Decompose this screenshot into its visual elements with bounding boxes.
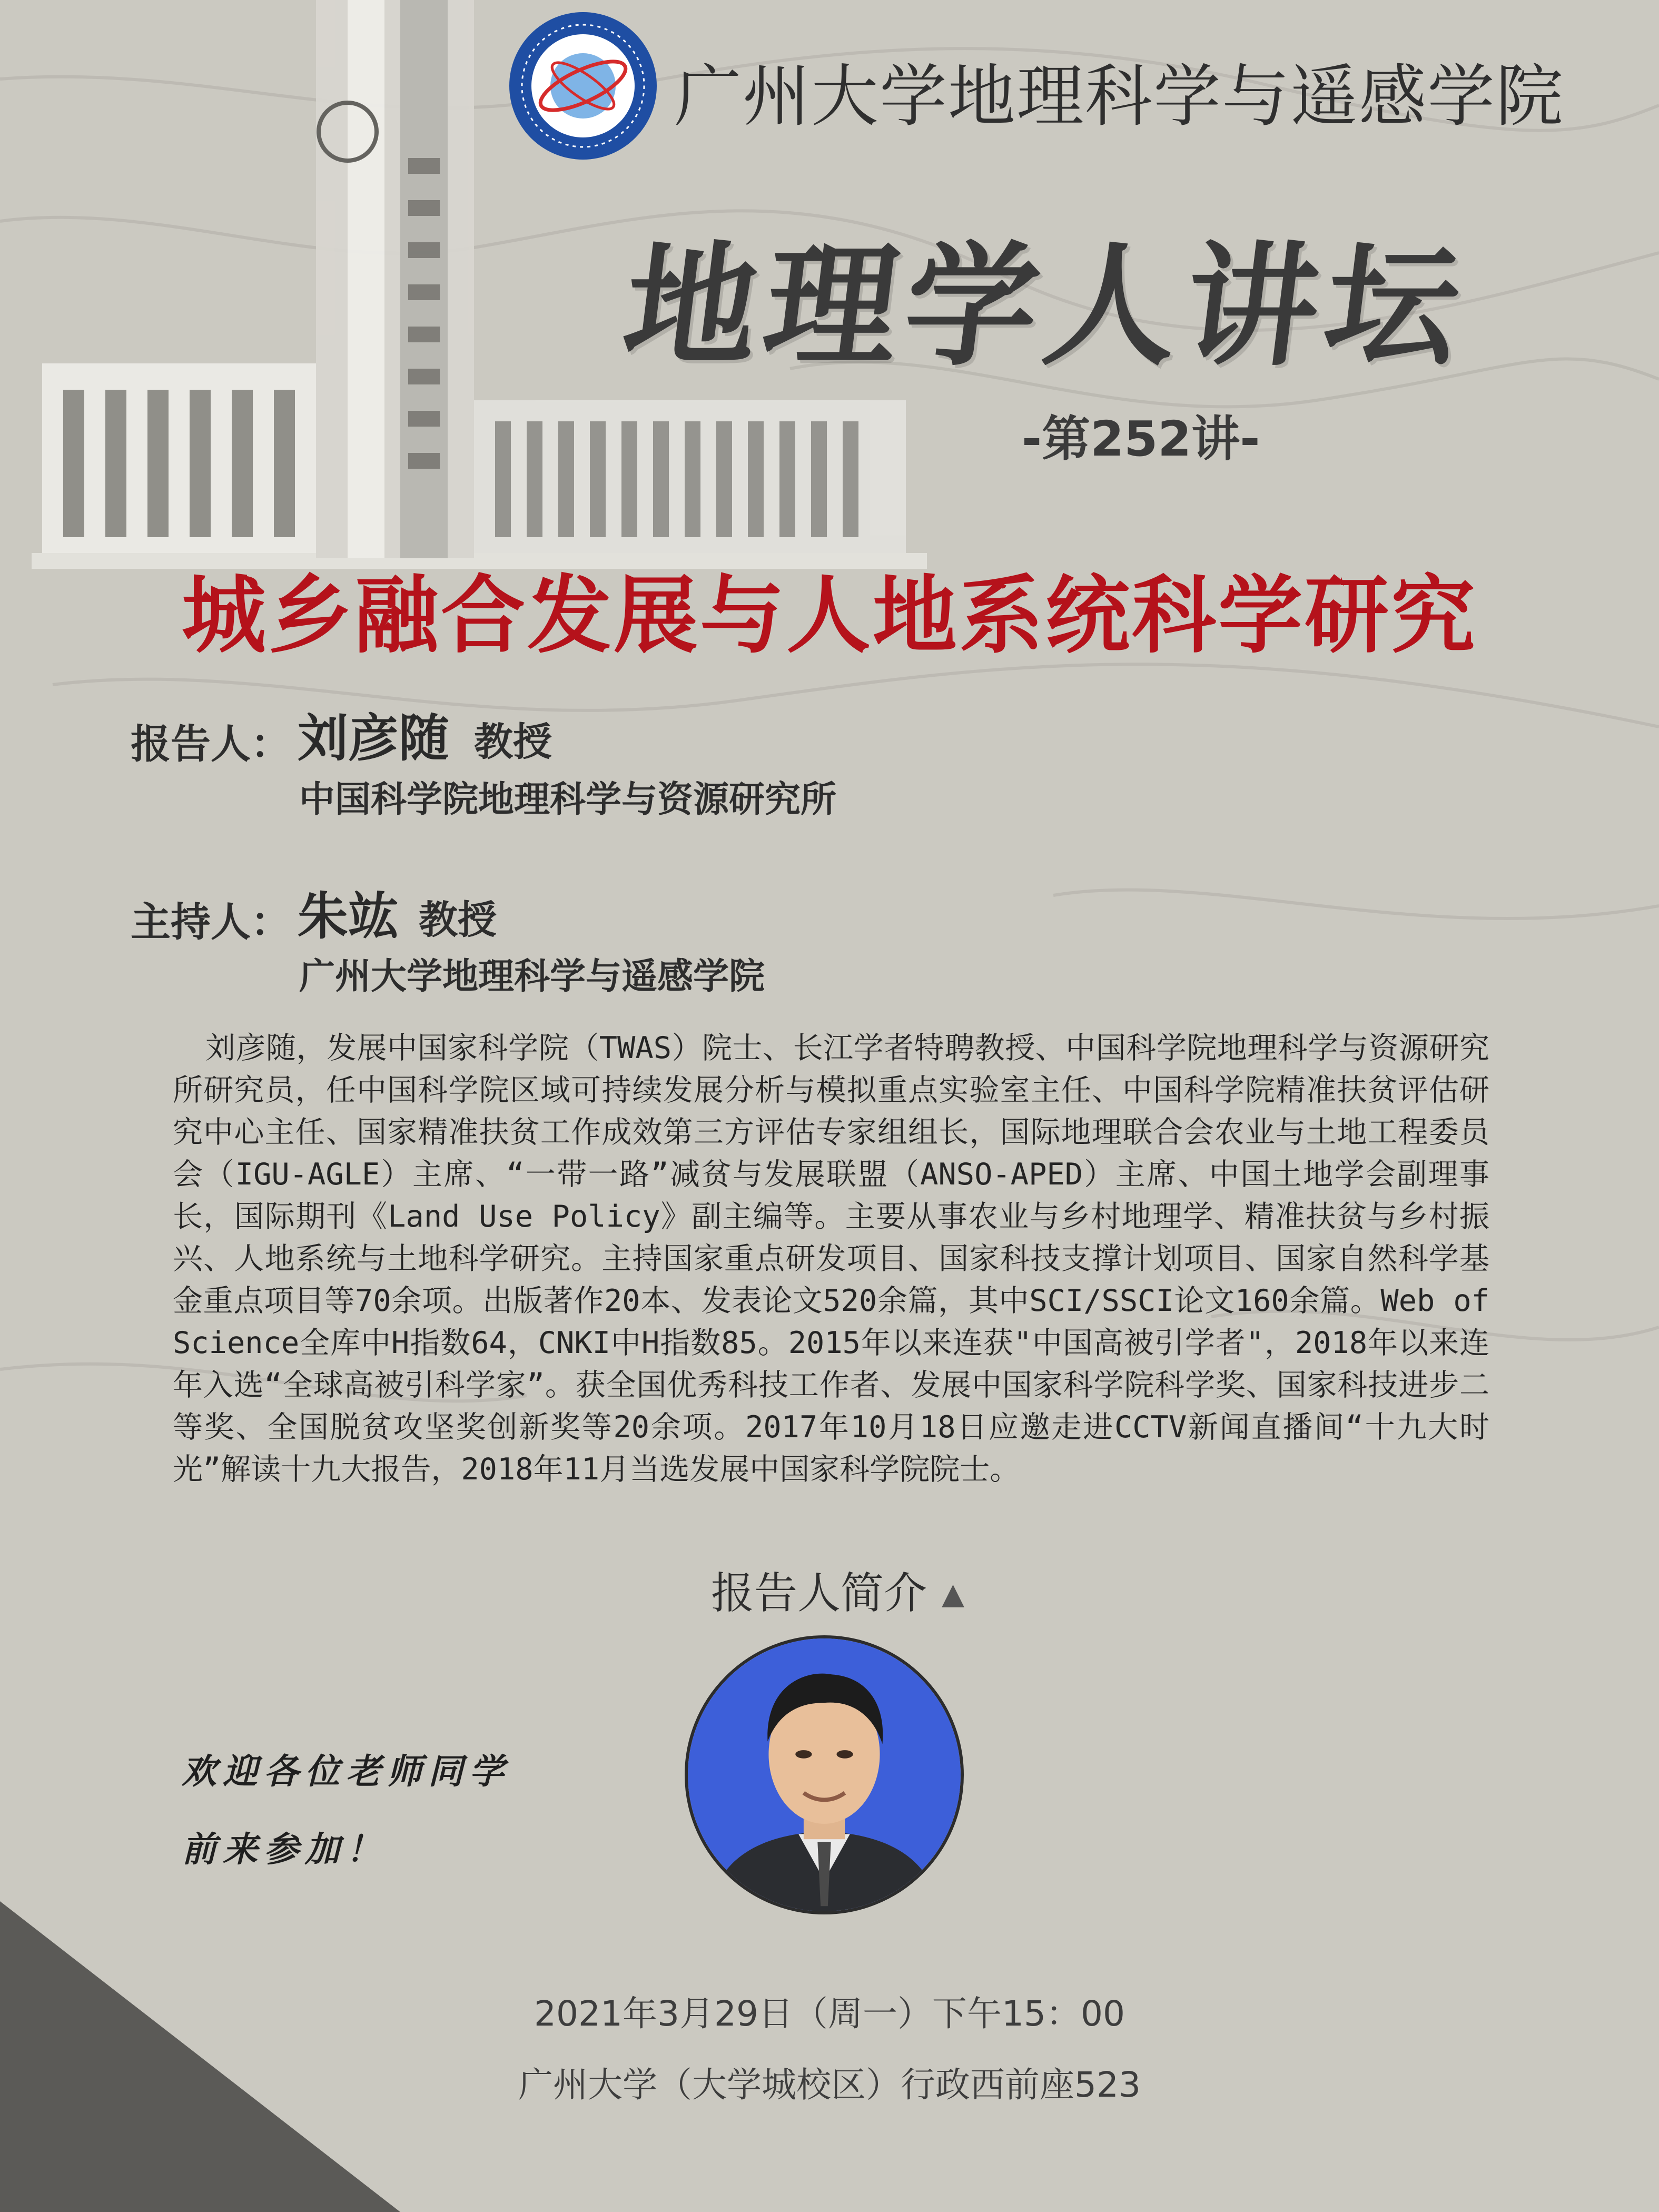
speaker-affiliation: 中国科学院地理科学与资源研究所 bbox=[299, 779, 837, 821]
speaker-photo bbox=[685, 1635, 964, 1914]
host-name: 朱竑 bbox=[298, 887, 399, 946]
speaker-portrait bbox=[688, 1638, 961, 1911]
event-location: 广州大学（大学城校区）行政西前座523 bbox=[518, 2065, 1141, 2105]
college-name: 广州大学地理科学与遥感学院 bbox=[674, 57, 1565, 136]
speaker-role-label: 报告人： bbox=[131, 720, 291, 767]
speaker-name: 刘彦随 bbox=[298, 709, 449, 768]
bio-heading-label: 报告人简介 bbox=[711, 1568, 927, 1618]
speaker-title: 教授 bbox=[474, 719, 552, 765]
college-logo bbox=[507, 9, 659, 162]
lecture-number: -第252讲- bbox=[1022, 411, 1260, 467]
host-title: 教授 bbox=[419, 897, 497, 943]
welcome-line-2: 前来参加！ bbox=[182, 1829, 387, 1870]
forum-title: 地理学人讲坛 bbox=[616, 228, 1476, 384]
host-affiliation: 广州大学地理科学与遥感学院 bbox=[299, 956, 765, 998]
talk-title: 城乡融合发展与人地系统科学研究 bbox=[181, 566, 1477, 665]
bio-heading bbox=[711, 1559, 964, 1621]
triangle-up-icon: ▲ bbox=[942, 1577, 965, 1611]
speaker-bio: 刘彦随，发展中国家科学院（TWAS）院士、长江学者特聘教授、中国科学院地理科学与资源研究所研究员，任中国科学院区域可持续发展分析与模拟重点实验室主任、中国科学院精准扶贫评估研究中心主任、国家精准扶贫工作成效第三方评估专家组组长，国际地理联合会农业与土地工程委员会（IGU-AGLE）主席、“一带一路”减贫与发展联盟（ANSO-APED）主席、中国土地学会副理事长，国际期刊《Land Use Policy》副主编等。主要从事农业与乡村地理学、精准扶贫与乡村振兴、人地系统与土地科学研究。主持国家重点研发项目、国家科技支撑计划项目、国家自然科学基金重点项目等70余项。出版著作20本、发表论文520余篇，其中SCI/SSCI论文160余篇。Web of Science全库中H指数64，CNKI中H指数85。2015年以来连获"中国高被引学者"，2018年以来连年入选“全球高被引科学家”。获全国优秀科技工作者、发展中国家科学院科学奖、国家科技进步二等奖、全国脱贫攻坚奖创新奖等20余项。2017年10月18日应邀走进CCTV新闻直播间“十九大时光”解读十九大报告，2018年11月当选发展中国家科学院院士。 bbox=[173, 1031, 1489, 1487]
host-role-label: 主持人： bbox=[131, 898, 291, 945]
welcome-line-1: 欢迎各位老师同学 bbox=[182, 1751, 510, 1792]
event-datetime: 2021年3月29日（周一）下午15：00 bbox=[534, 1993, 1125, 2034]
